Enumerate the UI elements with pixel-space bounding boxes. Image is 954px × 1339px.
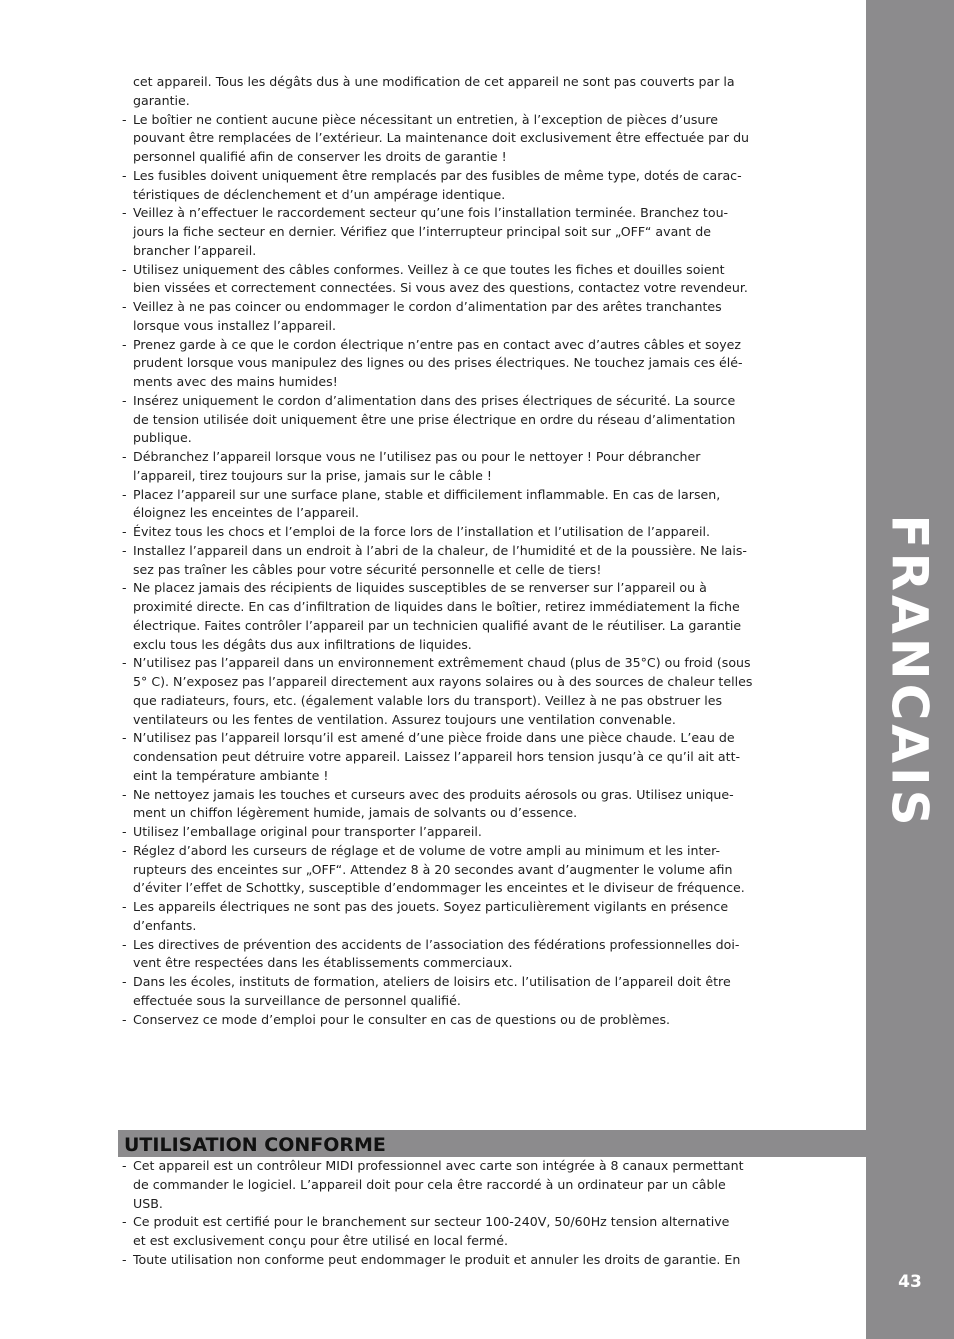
list-item-text: Débranchez l’appareil lorsque vous ne l’utilisez pas ou pour le nettoyer ! Pour débrancher (133, 449, 701, 464)
bullet-dash: - (122, 486, 127, 502)
list-item-text: N’utilisez pas l’appareil dans un environnement extrêmement chaud (plus de 35°C) ou froid (sous (133, 655, 751, 671)
list-item-continuation (122, 748, 762, 767)
bullet-dash: - (122, 1158, 127, 1173)
list-item-text: Ne nettoyez jamais les touches et curseurs avec des produits aérosols ou gras. Utilisez unique- (133, 786, 734, 802)
list-item-text: électrique. Faites contrôler l’appareil par un technicien qualifié avant de le réutiliser. La garantie (133, 617, 742, 633)
list-item-text: et est exclusivement conçu pour être utilisé en local fermé. (133, 1233, 508, 1248)
bullet-dash: - (122, 580, 127, 596)
bullet-dash: - (122, 1251, 127, 1267)
list-item-text: Conservez ce mode d’emploi pour le consulter en cas de questions ou de problèmes. (133, 1011, 671, 1027)
list-item-continuation (122, 148, 762, 167)
list-item-text: de tension utilisée doit uniquement être une prise électrique en ordre du réseau d’alimentation (133, 411, 736, 427)
list-item (122, 786, 762, 805)
list-item-continuation (122, 429, 762, 448)
list-item-continuation (122, 223, 762, 242)
list-item-continuation (122, 373, 762, 392)
list-item-text: Les directives de prévention des accidents de l’association des fédérations professionnelles doi- (133, 936, 740, 952)
list-item-text: d’enfants. (133, 917, 197, 933)
bullet-dash: - (122, 730, 127, 746)
list-item-continuation (122, 279, 762, 298)
list-item-continuation (122, 504, 762, 523)
page-number: 43 (898, 1272, 922, 1292)
list-item-text: jours la fiche secteur en dernier. Vérifiez que l’interrupteur principal soit sur „OFF“ avant de (133, 224, 711, 239)
list-item-text: ments avec des mains humides! (133, 374, 338, 389)
list-item-text: exclu tous les dégâts dus aux infiltrations de liquides. (133, 636, 472, 652)
list-item-text: eint la température ambiante ! (133, 767, 329, 783)
list-item-text: Veillez à n’effectuer le raccordement secteur qu’une fois l’installation terminée. Branchez tou- (133, 205, 729, 221)
bullet-dash: - (122, 974, 127, 989)
list-item-continuation (122, 861, 762, 880)
bullet-dash: - (122, 336, 127, 352)
list-item (122, 729, 762, 748)
bullet-dash: - (122, 449, 127, 464)
list-item-text: proximité directe. En cas d’infiltration de liquides dans le boîtier, retirez immédiatement la fiche (133, 599, 740, 614)
list-item-text: de commander le logiciel. L’appareil doit pour cela être raccordé à un ordinateur par un câble (133, 1176, 726, 1192)
list-item (122, 936, 762, 955)
list-item (122, 842, 762, 861)
list-item-text: ment un chiffon légèrement humide, jamais de solvants ou d’essence. (133, 805, 578, 821)
bullet-dash: - (122, 899, 127, 914)
list-item (122, 298, 762, 317)
list-item-text: Insérez uniquement le cordon d’alimentation dans des prises électriques de sécurité. La source (133, 392, 736, 408)
list-item-text: pouvant être remplacées de l’extérieur. La maintenance doit exclusivement être effectuée par du (133, 130, 750, 146)
list-item (122, 111, 762, 130)
list-item (122, 448, 762, 467)
list-item-text: Ce produit est certifié pour le branchement sur secteur 100-240V, 50/60Hz tension alternative (133, 1214, 730, 1230)
bullet-dash: - (122, 205, 127, 221)
list-item-text: Les fusibles doivent uniquement être remplacés par des fusibles de même type, dotés de carac- (133, 167, 742, 183)
list-item (122, 898, 762, 917)
list-item (122, 542, 762, 561)
list-item-continuation (122, 467, 762, 486)
list-item (122, 823, 762, 842)
list-item-text: lorsque vous installez l’appareil. (133, 317, 337, 333)
continuation-line: garantie. (133, 92, 190, 108)
list-item-text: vent être respectées dans les établissements commerciaux. (133, 955, 513, 971)
list-item-text: effectuée sous la surveillance de personnel qualifié. (133, 992, 461, 1008)
section-title: UTILISATION CONFORME (124, 1134, 386, 1156)
language-label: FRANCAIS (881, 514, 940, 830)
list-item-text: Installez l’appareil dans un endroit à l’abri de la chaleur, de l’humidité et de la poussière. Ne lais- (133, 542, 747, 558)
list-item-text: USB. (133, 1195, 163, 1211)
bullet-dash: - (122, 167, 127, 183)
list-item-text: rupteurs des enceintes sur „OFF“. Attendez 8 à 20 secondes avant d’augmenter le volume afin (133, 861, 733, 877)
list-item-text: bien vissées et correctement connectées. Si vous avez des questions, contactez votre revendeur. (133, 280, 748, 296)
list-item-continuation (122, 561, 762, 580)
language-tab (866, 514, 954, 830)
intended-use-list (122, 1157, 762, 1270)
bullet-dash: - (122, 936, 127, 952)
bullet-dash: - (122, 786, 127, 802)
list-item-continuation (122, 354, 762, 373)
list-item-text: que radiateurs, fours, etc. (également valable lors du transport). Veillez à ne pas obstruer les (133, 692, 723, 708)
list-item (122, 1011, 762, 1030)
list-item-text: brancher l’appareil. (133, 242, 257, 258)
list-item-continuation (122, 692, 762, 711)
list-item-text: l’appareil, tirez toujours sur la prise, jamais sur le câble ! (133, 467, 492, 483)
list-item-text: personnel qualifié afin de conserver les droits de garantie ! (133, 149, 507, 164)
list-item (122, 1251, 762, 1270)
list-item-continuation (122, 917, 762, 936)
list-item-text: Utilisez l’emballage original pour transporter l’appareil. (133, 824, 482, 839)
list-item-text: Réglez d’abord les curseurs de réglage et de volume de votre ampli au minimum et les inter- (133, 842, 721, 858)
list-item-continuation (122, 992, 762, 1011)
list-item-continuation (122, 1232, 762, 1251)
list-item-text: Le boîtier ne contient aucune pièce nécessitant un entretien, à l’exception de pièces d’usure (133, 111, 719, 127)
list-item (122, 973, 762, 992)
list-item-text: Dans les écoles, instituts de formation, ateliers de loisirs etc. l’utilisation de l’appareil doit être (133, 974, 731, 989)
list-item (122, 261, 762, 280)
list-item (122, 392, 762, 411)
bullet-dash: - (122, 261, 127, 277)
list-item-text: Utilisez uniquement des câbles conformes. Veillez à ce que toutes les fiches et douilles soient (133, 261, 725, 277)
list-item-continuation (122, 411, 762, 430)
list-item-continuation (122, 186, 762, 205)
list-item-continuation (122, 711, 762, 730)
bullet-dash: - (122, 655, 127, 671)
list-item-text: d’éviter l’effet de Schottky, susceptible d’endommager les enceintes et le diviseur de fréquence. (133, 880, 745, 896)
bullet-dash: - (122, 824, 127, 839)
bullet-dash: - (122, 524, 127, 539)
bullet-dash: - (122, 542, 127, 558)
list-item-text: sez pas traîner les câbles pour votre sécurité personnelle et celle de tiers! (133, 561, 602, 577)
list-item-continuation (122, 242, 762, 261)
list-item-continuation (122, 598, 762, 617)
list-item (122, 1213, 762, 1232)
list-item-continuation (122, 1195, 762, 1214)
list-item-continuation (122, 636, 762, 655)
list-item-text: Cet appareil est un contrôleur MIDI professionnel avec carte son intégrée à 8 canaux permettant (133, 1158, 744, 1173)
list-item-text: prudent lorsque vous manipulez des lignes ou des prises électriques. Ne touchez jamais ces élé- (133, 355, 743, 371)
list-item (122, 486, 762, 505)
list-item (122, 336, 762, 355)
list-item-text: ventilateurs ou les fentes de ventilation. Assurez toujours une ventilation convenable. (133, 711, 676, 727)
list-item (122, 1157, 762, 1176)
list-item-continuation (122, 879, 762, 898)
bullet-dash: - (122, 1011, 127, 1027)
list-item-text: Prenez garde à ce que le cordon électrique n’entre pas en contact avec d’autres câbles et soyez (133, 336, 742, 352)
list-item-text: Placez l’appareil sur une surface plane, stable et difficilement inflammable. En cas de larsen, (133, 486, 721, 502)
bullet-dash: - (122, 1214, 127, 1230)
list-item (122, 579, 762, 598)
list-item-text: Ne placez jamais des récipients de liquides susceptibles de se renverser sur l’appareil ou à (133, 580, 707, 596)
list-item-text: publique. (133, 430, 192, 446)
list-item-continuation (122, 129, 762, 148)
safety-instructions (122, 73, 762, 1029)
list-item-text: Toute utilisation non conforme peut endommager le produit et annuler les droits de garantie. En (133, 1251, 741, 1267)
list-item-text: éloignez les enceintes de l’appareil. (133, 505, 360, 521)
list-item-continuation (122, 673, 762, 692)
list-item-continuation (122, 1176, 762, 1195)
list-item-text: condensation peut détruire votre appareil. Laissez l’appareil hors tension jusqu’à ce qu’il ait att- (133, 749, 741, 764)
list-item-continuation (122, 317, 762, 336)
continuation-line: cet appareil. Tous les dégâts dus à une modification de cet appareil ne sont pas couverts par la (133, 74, 735, 89)
list-item-text: Veillez à ne pas coincer ou endommager le cordon d’alimentation par des arêtes tranchantes (133, 299, 722, 314)
list-item-continuation (122, 954, 762, 973)
list-item-text: Évitez tous les chocs et l’emploi de la force lors de l’installation et l’utilisation de l’appareil. (133, 524, 710, 539)
list-item-text: téristiques de déclenchement et d’un ampérage identique. (133, 186, 506, 202)
list-item-text: Les appareils électriques ne sont pas des jouets. Soyez particulièrement vigilants en présence (133, 899, 729, 914)
list-item (122, 523, 762, 542)
bullet-dash: - (122, 111, 127, 127)
bullet-dash: - (122, 299, 127, 314)
list-item-continuation (122, 804, 762, 823)
bullet-dash: - (122, 842, 127, 858)
list-item (122, 167, 762, 186)
list-item-text: 5° C). N’exposez pas l’appareil directement aux rayons solaires ou à des sources de chaleur telles (133, 674, 753, 689)
bullet-dash: - (122, 392, 127, 408)
list-item-text: N’utilisez pas l’appareil lorsqu’il est amené d’une pièce froide dans une pièce chaude. L’eau de (133, 730, 735, 746)
list-item-continuation (122, 767, 762, 786)
list-item (122, 654, 762, 673)
list-item (122, 204, 762, 223)
list-item-continuation (122, 617, 762, 636)
